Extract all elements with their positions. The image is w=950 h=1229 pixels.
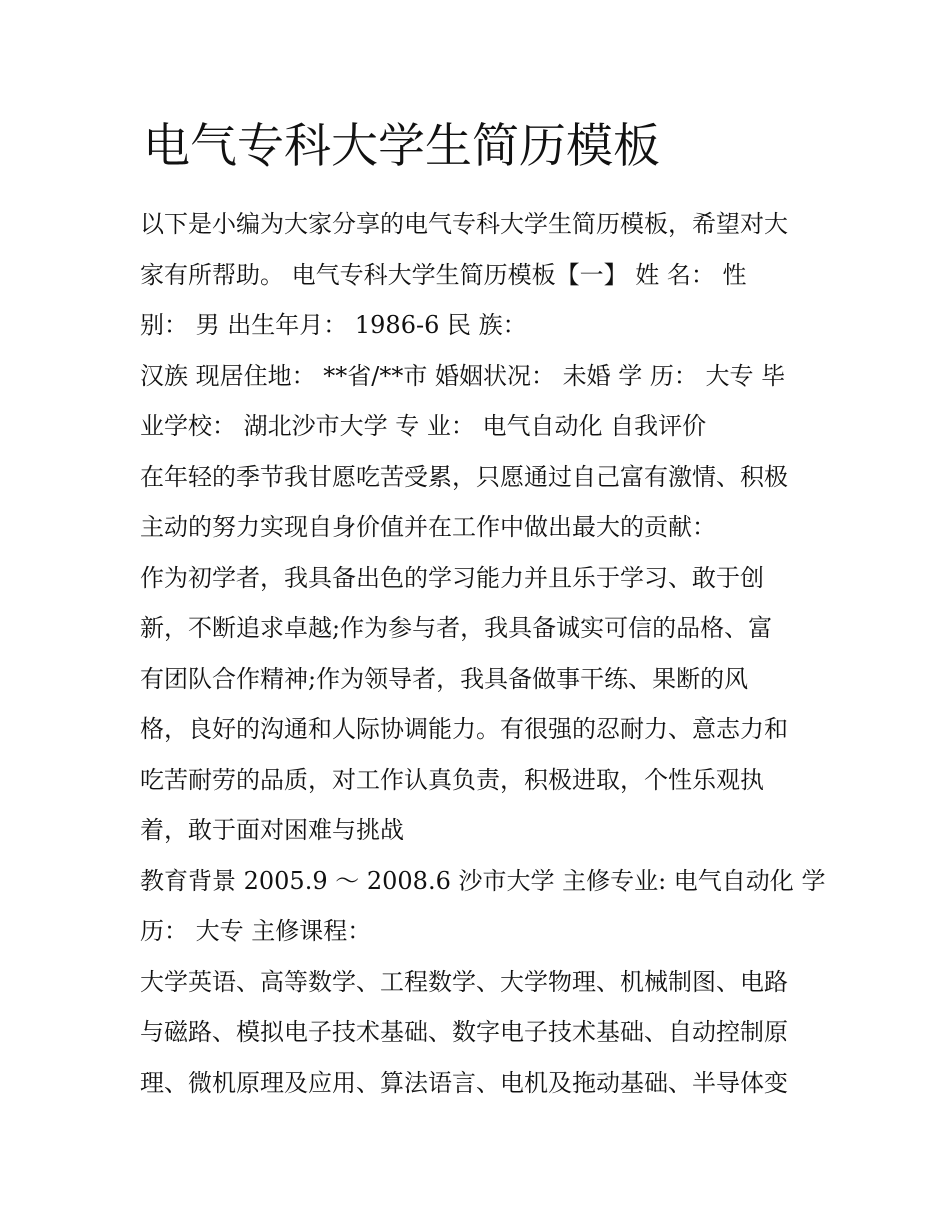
body-line: 作为初学者，我具备出色的学习能力并且乐于学习、敢于创 xyxy=(140,564,764,592)
body-line: 别： 男 出生年月： 1986-6 民 族： xyxy=(140,311,527,339)
body-line: 主动的努力实现自身价值并在工作中做出最大的贡献： xyxy=(140,513,716,541)
body-line: 教育背景 2005.9 ～ 2008.6 沙市大学 主修专业: 电气自动化 学 xyxy=(140,867,826,895)
body-line: 有团队合作精神;作为领导者，我具备做事干练、果断的风 xyxy=(140,665,749,693)
body-line: 以下是小编为大家分享的电气专科大学生简历模板，希望对大 xyxy=(140,210,788,238)
body-line: 历： 大专 主修课程： xyxy=(140,917,372,945)
body-line: 理、微机原理及应用、算法语言、电机及拖动基础、半导体变 xyxy=(140,1069,788,1097)
body-line: 着，敢于面对困难与挑战 xyxy=(140,816,404,844)
document-title: 电气专科大学生简历模板 xyxy=(143,119,660,174)
body-line: 格，良好的沟通和人际协调能力。有很强的忍耐力、意志力和 xyxy=(140,715,788,743)
body-line: 与磁路、模拟电子技术基础、数字电子技术基础、自动控制原 xyxy=(140,1018,788,1046)
body-line: 新，不断追求卓越;作为参与者，我具备诚实可信的品格、富 xyxy=(140,614,773,642)
body-line: 在年轻的季节我甘愿吃苦受累，只愿通过自己富有激情、积极 xyxy=(140,463,788,491)
body-line: 汉族 现居住地： **省/**市 婚姻状况： 未婚 学 历： 大专 毕 xyxy=(140,362,786,390)
body-line: 家有所帮助。 电气专科大学生简历模板【一】 姓 名： 性 xyxy=(140,261,747,289)
body-line: 吃苦耐劳的品质，对工作认真负责，积极进取，个性乐观执 xyxy=(140,766,764,794)
body-line: 大学英语、高等数学、工程数学、大学物理、机械制图、电路 xyxy=(140,968,788,996)
body-line: 业学校： 湖北沙市大学 专 业： 电气自动化 自我评价 xyxy=(140,412,707,440)
